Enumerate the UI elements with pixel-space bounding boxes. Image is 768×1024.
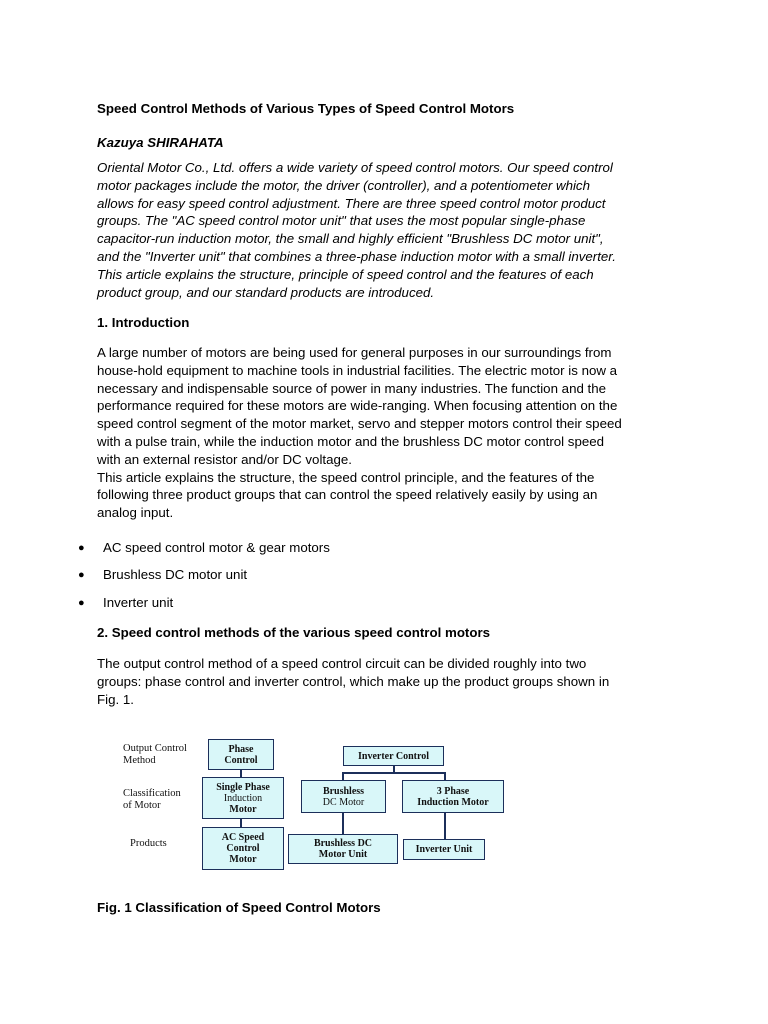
row-label-products: Products — [130, 838, 167, 849]
inverter-control-box — [343, 746, 444, 766]
intro-line: analog input. — [97, 505, 174, 521]
box-text: AC Speed — [221, 832, 265, 843]
document-title: Speed Control Methods of Various Types of Speed Control Motors — [97, 101, 515, 116]
abstract-line: Oriental Motor Co., Ltd. offers a wide variety of speed control motors. Our speed control — [97, 160, 613, 175]
intro-line: A large number of motors are being used for general purposes in our surroundings from — [97, 345, 612, 360]
box-text: Motor — [229, 803, 257, 815]
abstract-line: This article explains the structure, principle of speed control and the features of each — [97, 266, 594, 282]
box-text: Motor Unit — [318, 849, 368, 860]
box-text: Inverter Control — [357, 750, 429, 762]
abstract-line: allows for easy speed control adjustment. There are three speed control motor product — [97, 195, 606, 211]
phase-control-box — [208, 739, 274, 770]
section-2-line: groups: phase control and inverter control, which make up the product groups shown in — [97, 673, 610, 689]
three-phase-induction-box — [402, 780, 504, 813]
abstract-line: capacitor-run induction motor, the small and highly efficient "Brushless DC motor unit", — [97, 231, 604, 247]
abstract-line: product group, and our standard products are introduced. — [97, 284, 435, 300]
intro-line: performance required for these motors are wide-ranging. When focusing attention on the — [97, 398, 618, 414]
intro-line: necessary and indispensable source of power in many industries. The function and the — [97, 380, 607, 396]
box-text: Motor — [229, 854, 257, 865]
row-label-line: Output Control — [123, 743, 187, 754]
abstract-line: groups. The "AC speed control motor unit" that uses the most popular single-phase — [97, 213, 586, 229]
box-text: DC Motor — [322, 796, 365, 808]
bullet-item: Inverter unit — [103, 595, 174, 610]
intro-line: speed control segment of the motor market, servo and stepper motors control their speed — [97, 416, 622, 432]
section-2-line: Fig. 1. — [97, 691, 134, 707]
box-text: Induction Motor — [417, 796, 489, 808]
abstract-paragraph — [97, 159, 616, 301]
bullet-item: Brushless DC motor unit — [103, 567, 248, 582]
brushless-dc-motor-unit-box — [288, 834, 398, 864]
box-text: 3 Phase — [436, 785, 470, 797]
inverter-unit-box — [403, 839, 485, 860]
box-text: Brushless — [322, 785, 365, 797]
box-text: Inverter Unit — [415, 844, 473, 855]
box-text: Single Phase — [216, 781, 270, 793]
abstract-line: and the "Inverter unit" that combines a three-phase induction motor with a small inverter. — [97, 248, 616, 264]
connector-line — [342, 772, 445, 774]
intro-line: house-hold equipment to machine tools in industrial facilities. The electric motor is now a — [97, 362, 618, 378]
bullet-icon: ● — [78, 569, 85, 581]
section-1-heading: 1. Introduction — [97, 315, 190, 330]
document-author: Kazuya SHIRAHATA — [97, 135, 224, 150]
single-phase-induction-box — [202, 777, 284, 819]
intro-line: This article explains the structure, the speed control principle, and the features of the — [97, 469, 595, 485]
abstract-line: motor packages include the motor, the driver (controller), and a potentiometer which — [97, 177, 590, 193]
introduction-paragraph — [97, 344, 622, 522]
intro-line: following three product groups that can control the speed relatively easily by using an — [97, 487, 598, 503]
box-text: Phase — [228, 743, 254, 755]
brushless-dc-motor-box — [301, 780, 386, 813]
bullet-icon: ● — [78, 542, 85, 554]
figure-caption: Fig. 1 Classification of Speed Control Motors — [97, 900, 381, 915]
section-2-heading: 2. Speed control methods of the various speed control motors — [97, 625, 491, 640]
bullet-item: AC speed control motor & gear motors — [103, 540, 330, 555]
connector-line — [444, 812, 446, 839]
ac-speed-control-motor-box — [202, 827, 284, 870]
bullet-icon: ● — [78, 597, 85, 609]
row-label-output-method — [123, 743, 187, 767]
section-2-line: The output control method of a speed control circuit can be divided roughly into two — [97, 656, 587, 671]
row-label-line: Method — [123, 755, 156, 766]
row-label-line: of Motor — [123, 800, 161, 811]
section-2-paragraph — [97, 655, 609, 708]
row-label-line: Classification — [123, 788, 181, 799]
box-text: Brushless DC — [313, 838, 373, 849]
row-label-classification — [123, 788, 181, 812]
box-text: Induction — [223, 792, 263, 804]
intro-line: with an external resistor and/or DC voltage. — [97, 451, 352, 467]
intro-line: with a pulse train, while the induction motor and the brushless DC motor control speed — [97, 433, 605, 449]
connector-line — [342, 812, 344, 834]
box-text: Control — [226, 843, 260, 854]
box-text: Control — [224, 754, 258, 766]
